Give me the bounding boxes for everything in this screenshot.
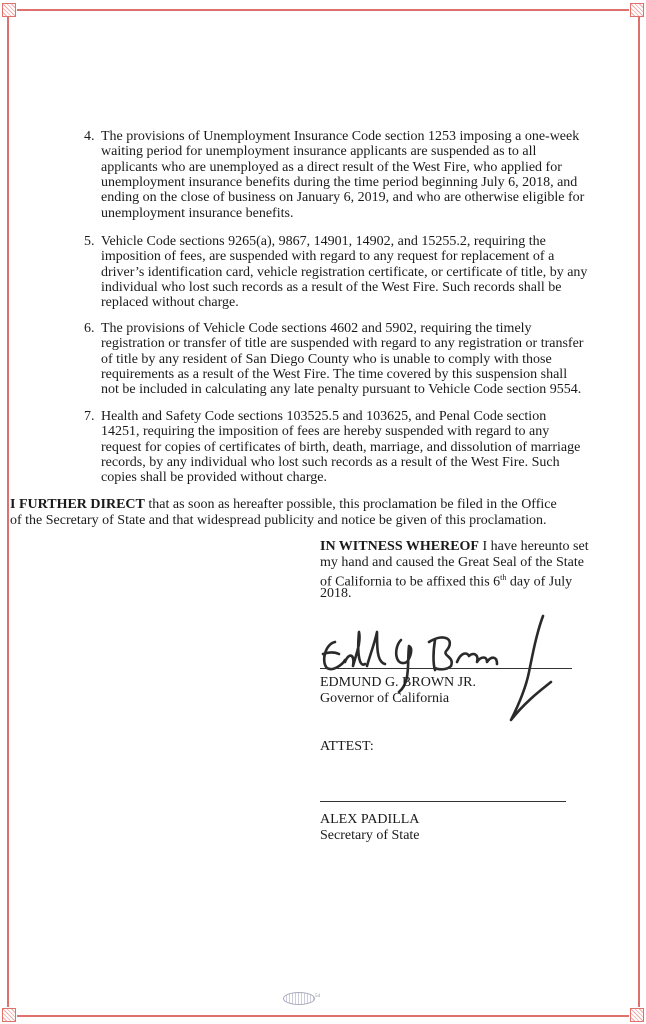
item-text-line: Health and Safety Code sections 103525.5 and 103625, and Penal Code section xyxy=(101,409,547,424)
corner-ornament-icon xyxy=(2,3,16,17)
witness-text: day of July xyxy=(506,574,573,590)
item-number: 4. xyxy=(84,129,95,144)
item-text-line: request for copies of certificates of birth, death, marriage, and dissolution of marriage xyxy=(101,439,581,455)
item-number: 6. xyxy=(84,321,95,336)
item-text-line: copies shall be provided without charge. xyxy=(101,470,328,486)
corner-ornament-icon xyxy=(2,1008,16,1022)
item-text-line: imposition of fees, are suspended with regard to any request for replacement of a xyxy=(101,249,555,265)
further-direct-heading: I FURTHER DIRECT xyxy=(10,497,145,512)
governor-name: EDMUND G. BROWN JR. xyxy=(320,675,476,690)
witness-text: of California to be affixed this 6 xyxy=(320,574,501,590)
witness-heading: IN WITNESS WHEREOF xyxy=(320,539,479,554)
corner-ornament-icon xyxy=(630,1008,644,1022)
secretary-name: ALEX PADILLA xyxy=(320,812,420,827)
attest-label: ATTEST: xyxy=(320,739,374,754)
witness-line-4: 2018. xyxy=(320,586,352,601)
governor-signature-line xyxy=(320,668,572,669)
item-text-line: 14251, requiring the imposition of fees are hereby suspended with regard to any xyxy=(101,424,550,440)
item-text-line: of title by any resident of San Diego County who is unable to comply with those xyxy=(101,351,552,367)
item-text-line: not be included in calculating any late penalty pursuant to Vehicle Code section 9554. xyxy=(101,382,582,398)
witness-line-1 xyxy=(320,539,589,554)
witness-line-2: my hand and caused the Great Seal of the State xyxy=(320,555,584,570)
item-text-line: registration or transfer of title are suspended with regard to any registration or transfer xyxy=(101,336,584,352)
footer-mark: 54 xyxy=(315,994,320,999)
secretary-title: Secretary of State xyxy=(320,828,420,843)
witness-line-3 xyxy=(320,570,572,590)
item-text-line: individual who lost such records as a result of the West Fire. Such records shall be xyxy=(101,279,562,295)
witness-text: I have hereunto set xyxy=(478,539,589,554)
item-text-line: ending on the close of business on January 6, 2019, and who are otherwise eligible for xyxy=(101,190,585,206)
item-text-line: waiting period for unemployment insurance applicants are suspended as to all xyxy=(101,144,537,160)
further-direct-line-1 xyxy=(10,497,557,512)
further-direct-text: that as soon as hereafter possible, this proclamation be filed in the Office xyxy=(144,497,557,512)
item-text-line: requirements as a result of the West Fire. The time covered by this suspension shall xyxy=(101,366,568,382)
further-direct-line-2: of the Secretary of State and that widespread publicity and notice be given of this proclamation. xyxy=(10,513,547,528)
item-text-line: Vehicle Code sections 9265(a), 9867, 14901, 14902, and 15255.2, requiring the xyxy=(101,234,546,249)
governor-title: Governor of California xyxy=(320,691,450,706)
item-text-line: replaced without charge. xyxy=(101,295,239,311)
item-text-line: applicants who are unemployed as a direct result of the West Fire, who applied for xyxy=(101,159,562,175)
item-text-line: records, by any individual who lost such records as a result of the West Fire. Such xyxy=(101,454,560,470)
item-text-line: driver’s identification card, vehicle registration certificate, or certificate of title, by any xyxy=(101,264,588,280)
printer-seal-icon xyxy=(283,992,315,1005)
secretary-signature-line xyxy=(320,801,566,802)
governor-signature xyxy=(315,612,555,727)
corner-ornament-icon xyxy=(630,3,644,17)
item-number: 7. xyxy=(84,409,95,424)
item-text-line: unemployment insurance benefits during the time period beginning July 6, 2018, and xyxy=(101,174,578,190)
item-number: 5. xyxy=(84,234,95,249)
item-text-line: The provisions of Vehicle Code sections 4602 and 5902, requiring the timely xyxy=(101,321,532,336)
item-text-line: The provisions of Unemployment Insurance Code section 1253 imposing a one-week xyxy=(101,129,580,144)
item-text-line: unemployment insurance benefits. xyxy=(101,205,294,221)
ordinal-suffix: th xyxy=(500,573,507,582)
